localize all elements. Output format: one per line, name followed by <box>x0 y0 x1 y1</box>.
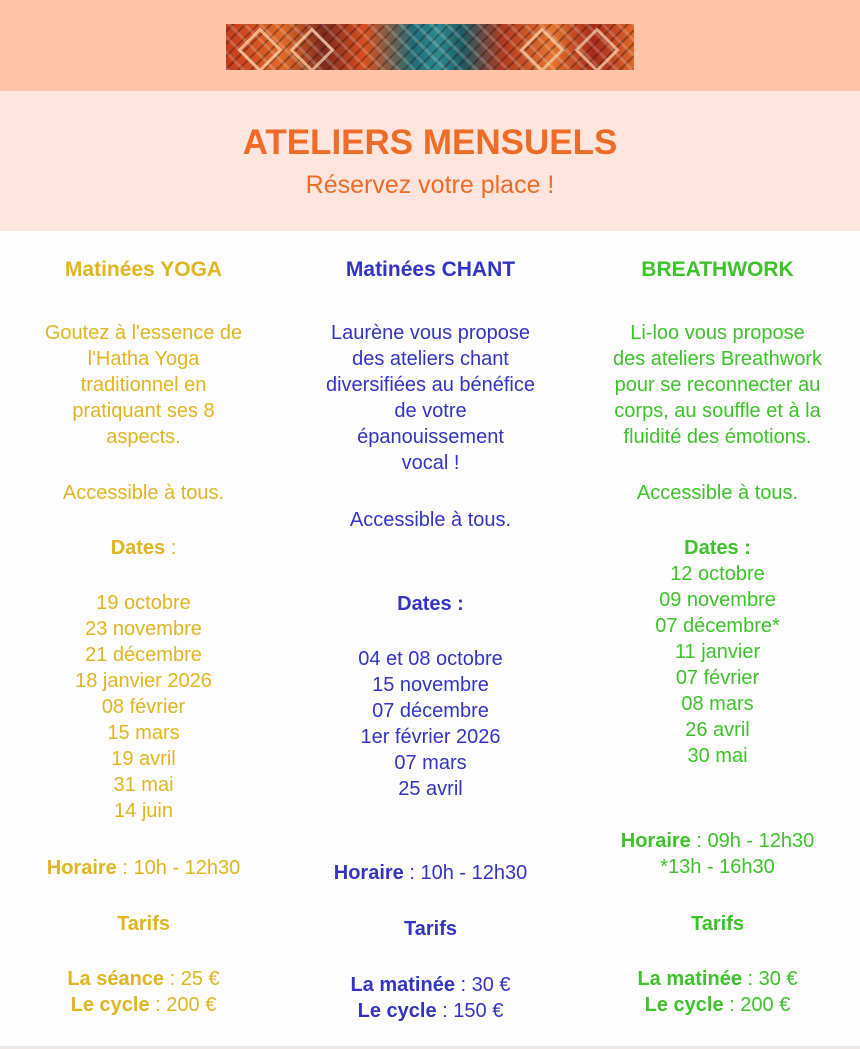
description-line: corps, au souffle et à la <box>614 400 821 422</box>
chant-description <box>287 320 574 476</box>
chant-heading: Matinées CHANT <box>345 258 516 281</box>
description-line: Laurène vous propose <box>330 322 531 344</box>
yoga-dates-label <box>0 535 287 561</box>
description-line: vocal ! <box>401 452 460 474</box>
chant-price-cycle <box>287 998 574 1024</box>
breathwork-dates-label: Dates : <box>684 537 751 559</box>
description-line: de votre <box>394 400 467 422</box>
yoga-price-cycle <box>0 992 287 1018</box>
page-subtitle: Réservez votre place ! <box>305 171 555 199</box>
date-item: 21 décembre <box>85 644 202 666</box>
date-item: 04 et 08 octobre <box>358 648 503 670</box>
description-line: Li-loo vous propose <box>630 322 805 344</box>
price-value: : 30 € <box>741 968 798 990</box>
breathwork-description <box>574 320 860 450</box>
breathwork-price-cycle <box>574 992 860 1018</box>
chant-hours <box>287 860 574 886</box>
page-header <box>0 91 860 231</box>
yoga-description <box>0 320 287 450</box>
description-line: aspects. <box>106 426 181 448</box>
description-line: diversifiées au bénéfice <box>325 374 535 396</box>
hours-value: : 09h - 12h30 <box>690 830 815 852</box>
diamond-motif <box>574 27 619 70</box>
chant-dates-list <box>287 646 574 802</box>
yoga-price-session <box>0 966 287 992</box>
date-item: 26 avril <box>685 719 750 741</box>
description-line: Goutez à l'essence de <box>44 322 243 344</box>
chant-access: Accessible à tous. <box>349 509 512 531</box>
date-item: 14 juin <box>114 800 173 822</box>
breathwork-heading: BREATHWORK <box>641 258 794 281</box>
hours-label: Horaire <box>46 857 117 879</box>
price-label: Le cycle <box>70 994 150 1016</box>
yoga-access: Accessible à tous. <box>62 482 225 504</box>
date-item: 1er février 2026 <box>360 726 501 748</box>
description-line: des ateliers Breathwork <box>613 348 822 370</box>
dates-label: Dates <box>110 537 166 559</box>
date-item: 12 octobre <box>670 563 765 585</box>
description-line: des ateliers chant <box>352 348 509 370</box>
page-title: ATELIERS MENSUELS <box>242 123 618 162</box>
date-item: 19 octobre <box>96 592 191 614</box>
description-line: épanouissement <box>357 426 504 448</box>
description-line: pratiquant ses 8 <box>72 400 215 422</box>
diamond-motif <box>519 27 564 70</box>
date-item: 25 avril <box>398 778 463 800</box>
textile-banner-image <box>226 24 634 70</box>
breathwork-dates-list <box>574 561 860 769</box>
date-item: 19 avril <box>111 748 176 770</box>
chant-tarifs-label: Tarifs <box>404 918 457 940</box>
date-item: 07 décembre <box>372 700 489 722</box>
hours-label: Horaire <box>620 830 691 852</box>
hours-value: : 10h - 12h30 <box>403 862 528 884</box>
date-item: 18 janvier 2026 <box>75 670 212 692</box>
price-label: La séance <box>67 968 165 990</box>
yoga-heading: Matinées YOGA <box>64 258 223 281</box>
top-banner <box>0 0 860 91</box>
breathwork-tarifs-label: Tarifs <box>691 913 744 935</box>
date-item: 30 mai <box>687 745 748 767</box>
yoga-hours <box>0 855 287 881</box>
price-value: : 200 € <box>149 994 217 1016</box>
date-item: 09 novembre <box>659 589 776 611</box>
date-item: 07 février <box>675 667 760 689</box>
price-value: : 30 € <box>454 974 511 996</box>
date-item: 11 janvier <box>674 641 761 663</box>
hours-label: Horaire <box>333 862 404 884</box>
diamond-motif <box>289 27 334 70</box>
price-value: : 200 € <box>723 994 791 1016</box>
yoga-tarifs-label: Tarifs <box>117 913 170 935</box>
date-item: 07 décembre* <box>655 615 780 637</box>
breathwork-hours <box>574 828 860 854</box>
price-label: La matinée <box>350 974 455 996</box>
hours-value: : 10h - 12h30 <box>116 857 241 879</box>
price-value: : 150 € <box>436 1000 504 1022</box>
chant-dates-label: Dates : <box>397 593 464 615</box>
description-line: traditionnel en <box>80 374 207 396</box>
description-line: fluidité des émotions. <box>623 426 812 448</box>
date-item: 23 novembre <box>85 618 202 640</box>
date-item: 31 mai <box>113 774 174 796</box>
chant-price-matinee <box>287 972 574 998</box>
diamond-motif <box>237 27 282 70</box>
date-item: 07 mars <box>394 752 467 774</box>
yoga-dates-list <box>0 590 287 824</box>
date-item: 15 novembre <box>372 674 489 696</box>
price-label: Le cycle <box>644 994 724 1016</box>
date-item: 08 février <box>101 696 186 718</box>
breathwork-hours-note: *13h - 16h30 <box>660 856 775 878</box>
dates-suffix: : <box>165 537 177 559</box>
description-line: pour se reconnecter au <box>614 374 821 396</box>
price-label: La matinée <box>637 968 742 990</box>
date-item: 15 mars <box>107 722 180 744</box>
price-label: Le cycle <box>357 1000 437 1022</box>
breathwork-price-matinee <box>574 966 860 992</box>
breathwork-access: Accessible à tous. <box>636 482 799 504</box>
price-value: : 25 € <box>164 968 220 990</box>
date-item: 08 mars <box>681 693 754 715</box>
description-line: l'Hatha Yoga <box>87 348 200 370</box>
